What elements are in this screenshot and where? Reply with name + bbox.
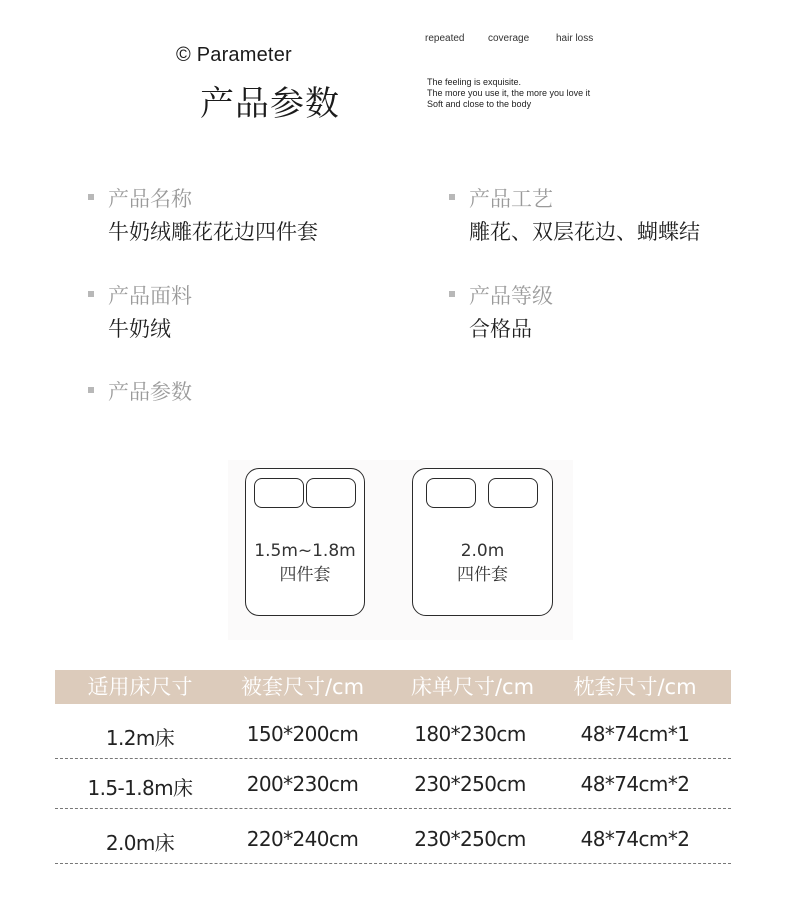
table-cell: 1.5-1.8m床	[87, 776, 193, 800]
table-cell: 150*200cm	[246, 722, 359, 746]
pillow-shape	[488, 478, 538, 508]
column-header: 床单尺寸/cm	[410, 675, 535, 699]
bullet-square-icon	[449, 291, 455, 297]
bed-diagram-2	[412, 468, 553, 616]
size-table-header	[55, 670, 731, 704]
table-cell: 230*250cm	[414, 772, 526, 796]
spec-params-label: 产品参数	[108, 376, 192, 406]
table-cell: 1.2m床	[105, 726, 175, 750]
parameter-title-en: Parameter	[196, 44, 292, 66]
bullet-square-icon	[88, 387, 94, 393]
copyright-icon: ©	[176, 44, 191, 66]
spec-fabric-label: 产品面料	[108, 280, 192, 310]
tag-hair-loss: hair loss	[556, 33, 594, 44]
page-title: 产品参数	[200, 84, 340, 124]
table-cell: 48*74cm*2	[580, 772, 690, 796]
column-header: 被套尺寸/cm	[240, 675, 365, 699]
row-divider	[55, 863, 731, 864]
slogan	[427, 77, 590, 110]
table-cell: 2.0m床	[105, 831, 175, 855]
column-header: 枕套尺寸/cm	[573, 675, 697, 699]
bed-set-label: 四件套	[457, 565, 508, 585]
bullet-square-icon	[449, 194, 455, 200]
table-cell: 200*230cm	[246, 772, 359, 796]
table-cell: 48*74cm*2	[580, 827, 690, 851]
spec-craft-value: 雕花、双层花边、蝴蝶结	[469, 220, 700, 244]
table-cell: 220*240cm	[246, 827, 359, 851]
bullet-square-icon	[88, 291, 94, 297]
spec-grade-value: 合格品	[469, 317, 532, 341]
tag-coverage: coverage	[488, 33, 530, 44]
bed-size-label: 2.0m	[460, 541, 505, 561]
pillow-shape	[306, 478, 356, 508]
spec-name-label: 产品名称	[108, 183, 192, 213]
bullet-square-icon	[88, 194, 94, 200]
row-divider	[55, 758, 731, 759]
slogan-line: The more you use it, the more you love it	[427, 88, 591, 98]
parameter-heading	[176, 44, 292, 67]
pillow-shape	[426, 478, 476, 508]
table-cell: 48*74cm*1	[580, 722, 690, 746]
bed-diagram-1	[245, 468, 365, 616]
row-divider	[55, 808, 731, 809]
slogan-line: Soft and close to the body	[427, 99, 532, 109]
column-header: 适用床尺寸	[87, 675, 193, 699]
spec-fabric-value: 牛奶绒	[108, 317, 171, 341]
spec-grade-label: 产品等级	[469, 280, 553, 310]
bed-set-label: 四件套	[279, 565, 331, 585]
spec-craft-label: 产品工艺	[469, 183, 553, 213]
spec-name-value: 牛奶绒雕花花边四件套	[108, 220, 318, 244]
pillow-shape	[254, 478, 304, 508]
tag-repeated: repeated	[425, 33, 465, 44]
slogan-line: The feeling is exquisite.	[427, 77, 522, 87]
table-cell: 230*250cm	[414, 827, 526, 851]
bed-size-label: 1.5m~1.8m	[254, 541, 356, 561]
table-cell: 180*230cm	[414, 722, 526, 746]
